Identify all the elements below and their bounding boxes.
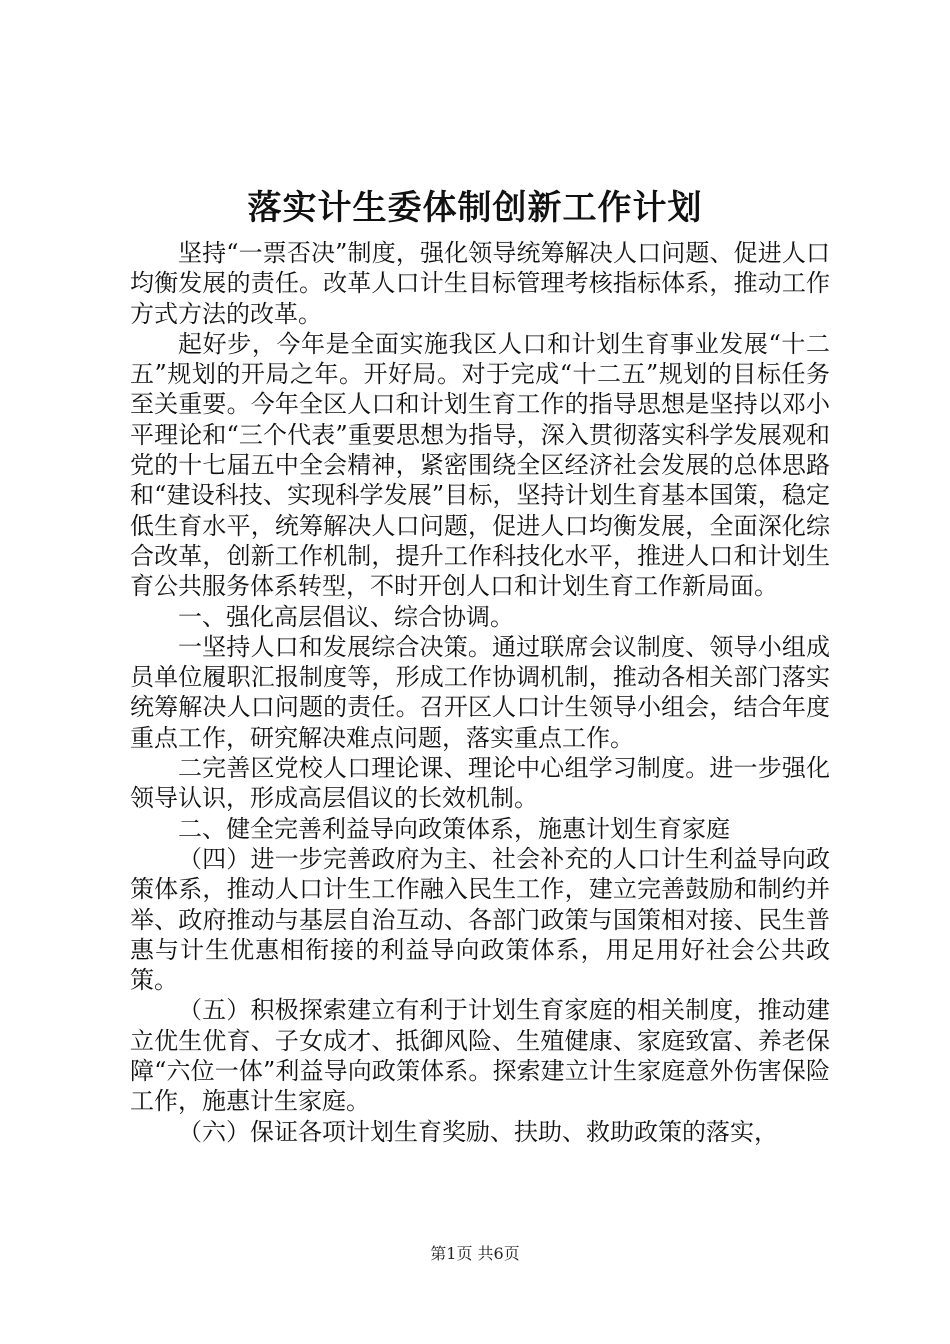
page-number: 第1页 共6页 bbox=[430, 1244, 520, 1263]
paragraph-1: 坚持“一票否决”制度，强化领导统筹解决人口问题、促进人口均衡发展的责任。改革人口计生目标管理考核指标体系，推动工作方式方法的改革。 bbox=[130, 239, 830, 328]
paragraph-4: 二完善区党校人口理论课、理论中心组学习制度。进一步强化领导认识，形成高层倡议的长效机制。 bbox=[130, 754, 830, 813]
paragraph-3: 一坚持人口和发展综合决策。通过联席会议制度、领导小组成员单位履职汇报制度等，形成工作协调机制，推动各相关部门落实统筹解决人口问题的责任。召开区人口计生领导小组会，结合年度重点工作，研究解决难点问题，落实重点工作。 bbox=[130, 632, 830, 752]
paragraph-5: （四）进一步完善政府为主、社会补充的人口计生利益导向政策体系，推动人口计生工作融入民生工作，建立完善鼓励和制约并举、政府推动与基层自治互动、各部门政策与国策相对接、民生普惠与计生优惠相衔接的利益导向政策体系，用足用好社会公共政策。 bbox=[130, 844, 830, 995]
paragraph-7: （六）保证各项计划生育奖励、扶助、救助政策的落实， bbox=[178, 1117, 778, 1146]
section-heading-2: 二、健全完善利益导向政策体系，施惠计划生育家庭 bbox=[178, 814, 730, 843]
document-body bbox=[130, 238, 830, 1147]
paragraph-2: 起好步，今年是全面实施我区人口和计划生育事业发展“十二五”规划的开局之年。开好局。对于完成“十二五”规划的目标任务至关重要。今年全区人口和计划生育工作的指导思想是坚持以邓小平理论和“三个代表”重要思想为指导，深入贯彻落实科学发展观和党的十七届五中全会精神，紧密围绕全区经济社会发展的总体思路和“建设科技、实现科学发展”目标，坚持计划生育基本国策，稳定低生育水平，统筹解决人口问题，促进人口均衡发展，全面深化综合改革，创新工作机制，提升工作科技化水平，推进人口和计划生育公共服务体系转型，不时开创人口和计划生育工作新局面。 bbox=[130, 329, 830, 601]
paragraph-6: （五）积极探索建立有利于计划生育家庭的相关制度，推动建立优生优育、子女成才、抵御风险、生殖健康、家庭致富、养老保障“六位一体”利益导向政策体系。探索建立计生家庭意外伤害保险工作，施惠计生家庭。 bbox=[130, 996, 830, 1116]
document-title: 落实计生委体制创新工作计划 bbox=[247, 188, 703, 228]
section-heading-1: 一、强化高层倡议、综合协调。 bbox=[178, 602, 514, 631]
